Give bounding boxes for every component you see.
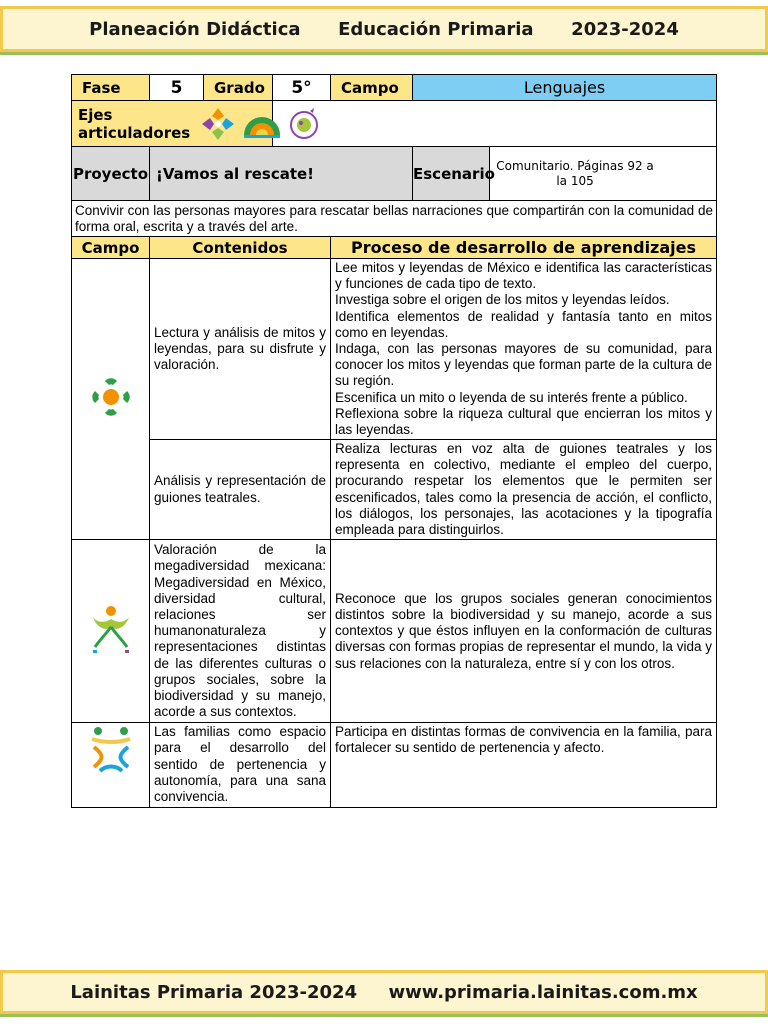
contenido-cell: Análisis y representación de guiones teatrales. (150, 440, 331, 540)
ejes-cell (72, 101, 273, 147)
lenguajes-icon (85, 371, 137, 423)
artes-icon (288, 107, 320, 141)
grado-label: Grado (204, 75, 273, 101)
inclusion-icon (200, 106, 236, 142)
contenido-cell: Valoración de la megadiversidad mexicana: Megadiversidad en México, diversidad cultural, relaciones ser humanonaturaleza y representaciones distintas de las diferentes culturas o grupos sociales, sobre la biodiversidad y su manejo, acorde a sus contextos. (150, 540, 331, 723)
table-row (72, 259, 717, 440)
ejes-blank (273, 101, 717, 147)
escenario-label: Escenario (413, 147, 490, 201)
header-title: Planeación Didáctica (89, 18, 301, 40)
footer-url[interactable]: www.primaria.lainitas.com.mx (388, 981, 698, 1003)
etica-naturaleza-icon (87, 603, 135, 655)
header-year: 2023-2024 (571, 18, 679, 40)
campo-value: Lenguajes (413, 75, 717, 101)
proceso-item: Realiza lecturas en voz alta de guiones teatrales y los representa en colectivo, mediante el empleo del cuerpo, procurando respetar los elementos que le permiten ser escenificados, tales como la presencia de acción, el conflicto, los diálogos, los personajes, las acotaciones y la tipografía empleada para distinguirlos. (335, 441, 713, 538)
contenido-cell: Lectura y análisis de mitos y leyendas, para su disfrute y valoración. (150, 259, 331, 440)
footer-banner (0, 970, 768, 1014)
escenario-value: Comunitario. Páginas 92 a la 105 (490, 147, 717, 201)
ejes-label: Ejes articuladores (78, 105, 191, 142)
col-header-contenidos: Contenidos (150, 237, 331, 259)
table-row (72, 540, 717, 723)
proceso-item: Identifica elementos de realidad y fantasía tanto en mitos como en leyendas. (335, 308, 713, 340)
interculturalidad-icon (242, 109, 282, 139)
campo-icon-cell (72, 540, 150, 723)
proceso-item: Participa en distintas formas de convivencia en la familia, para fortalecer su sentido de pertenencia y afecto. (335, 724, 713, 756)
fase-value: 5 (150, 75, 204, 101)
contenido-cell: Las familias como espacio para el desarrollo del sentido de pertenencia y autonomía, para una sana convivencia. (150, 723, 331, 808)
proceso-cell (331, 723, 717, 808)
table-row (72, 723, 717, 808)
grado-value: 5° (273, 75, 331, 101)
proceso-item: Lee mitos y leyendas de México e identifica las características y funciones de cada tipo de texto. (335, 260, 713, 292)
proceso-cell (331, 440, 717, 540)
proceso-cell (331, 259, 717, 440)
footer-brand: Lainitas Primaria 2023-2024 (70, 981, 358, 1003)
proceso-item: Escenifica un mito o leyenda de su interés frente a público. (335, 389, 688, 405)
fase-label: Fase (72, 75, 150, 101)
campo-icon-cell (72, 723, 150, 808)
proceso-item: Reconoce que los grupos sociales generan conocimientos distintos sobre la biodiversidad y su manejo, acorde a sus contextos y que éstos influyen en la conformación de culturas diversas con formas propias de representar el mundo, la vida y sus relaciones con la naturaleza, entre sí y con los otros. (335, 590, 713, 671)
proceso-item: Indaga, con las personas mayores de su comunidad, para conocer los mitos y leyendas que forman parte de la cultura de su región. (335, 340, 713, 389)
humano-comunitario-icon (88, 725, 134, 775)
campo-icon-cell (72, 259, 150, 540)
proyecto-value: ¡Vamos al rescate! (150, 147, 413, 201)
col-header-campo: Campo (72, 237, 150, 259)
project-description: Convivir con las personas mayores para rescatar bellas narraciones que compartirán con la comunidad de forma oral, escrita y a través del arte. (72, 201, 717, 237)
proceso-cell (331, 540, 717, 723)
planning-table (71, 74, 717, 808)
header-banner (0, 6, 768, 52)
header-level: Educación Primaria (338, 18, 534, 40)
proyecto-label: Proyecto (72, 147, 150, 201)
campo-label: Campo (331, 75, 413, 101)
proceso-item: Investiga sobre el origen de los mitos y leyendas leídos. (335, 292, 670, 308)
proceso-item: Reflexiona sobre la riqueza cultural que encierran los mitos y las leyendas. (335, 405, 713, 437)
table-row (72, 440, 717, 540)
col-header-proceso: Proceso de desarrollo de aprendizajes (331, 237, 717, 259)
